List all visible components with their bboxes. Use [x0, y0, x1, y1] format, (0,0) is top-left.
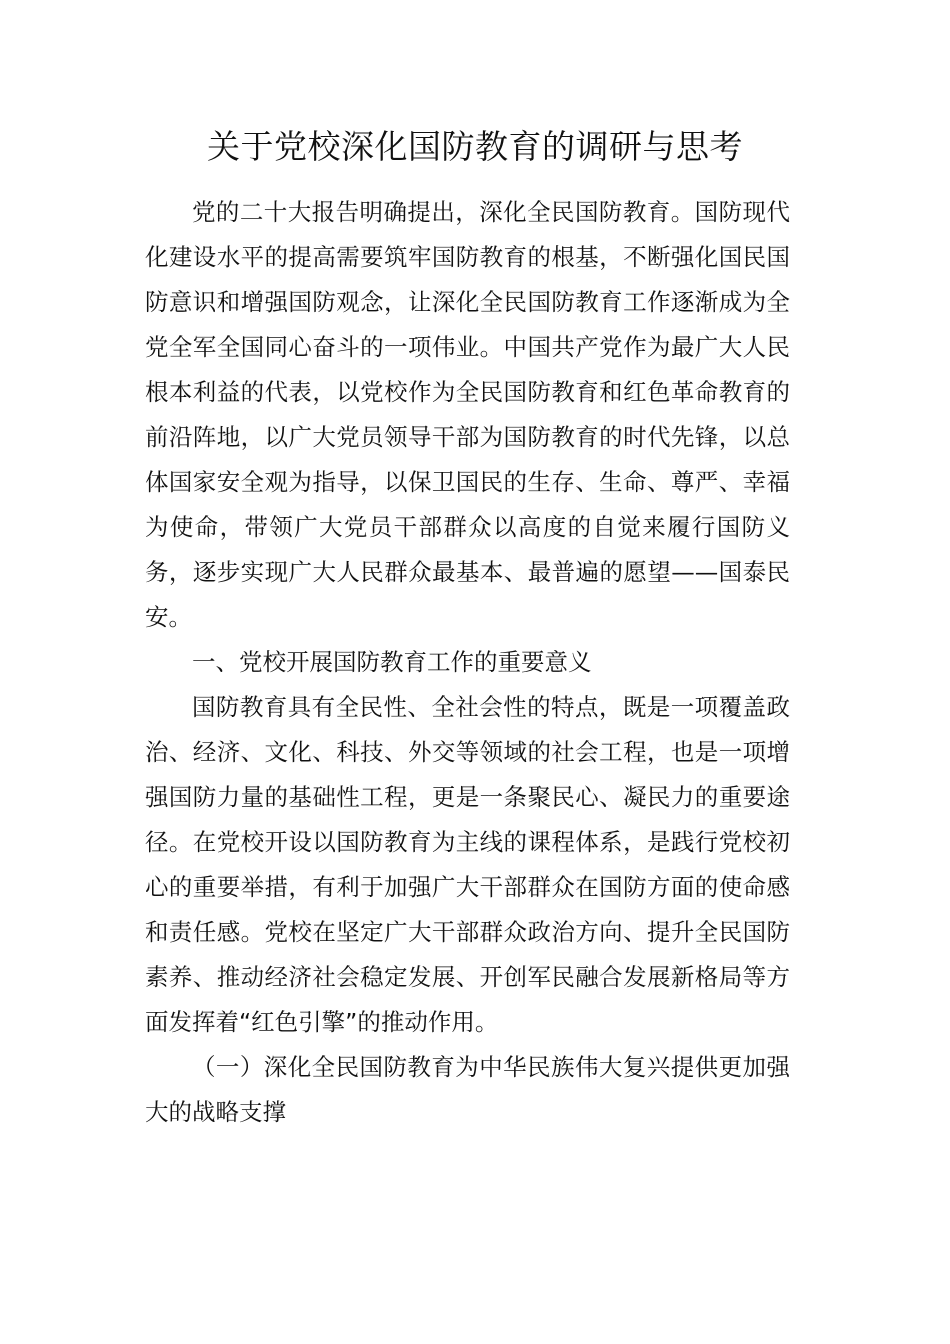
- subsection-heading: （一）深化全民国防教育为中华民族伟大复兴提供更加强大的战略支撑: [145, 1053, 790, 1126]
- document-body: [145, 190, 790, 1135]
- section-paragraph: 国防教育具有全民性、全社会性的特点，既是一项覆盖政治、经济、文化、科技、外交等领域的社会工程，也是一项增强国防力量的基础性工程，更是一条聚民心、凝民力的重要途径。在党校开设以国防教育为主线的课程体系，是践行党校初心的重要举措，有利于加强广大干部群众在国防方面的使命感和责任感。党校在坚定广大干部群众政治方向、提升全民国防素养、推动经济社会稳定发展、开创军民融合发展新格局等方面发挥着“红色引擎”的推动作用。: [145, 693, 790, 1036]
- section-heading: 一、党校开展国防教育工作的重要意义: [192, 648, 592, 676]
- document-title: 关于党校深化国防教育的调研与思考: [207, 127, 743, 166]
- intro-paragraph: 党的二十大报告明确提出，深化全民国防教育。国防现代化建设水平的提高需要筑牢国防教育的根基，不断强化国民国防意识和增强国防观念，让深化全民国防教育工作逐渐成为全党全军全国同心奋斗的一项伟业。中国共产党作为最广大人民根本利益的代表，以党校作为全民国防教育和红色革命教育的前沿阵地，以广大党员领导干部为国防教育的时代先锋，以总体国家安全观为指导，以保卫国民的生存、生命、尊严、幸福为使命，带领广大党员干部群众以高度的自觉来履行国防义务，逐步实现广大人民群众最基本、最普遍的愿望——国泰民安。: [145, 198, 790, 631]
